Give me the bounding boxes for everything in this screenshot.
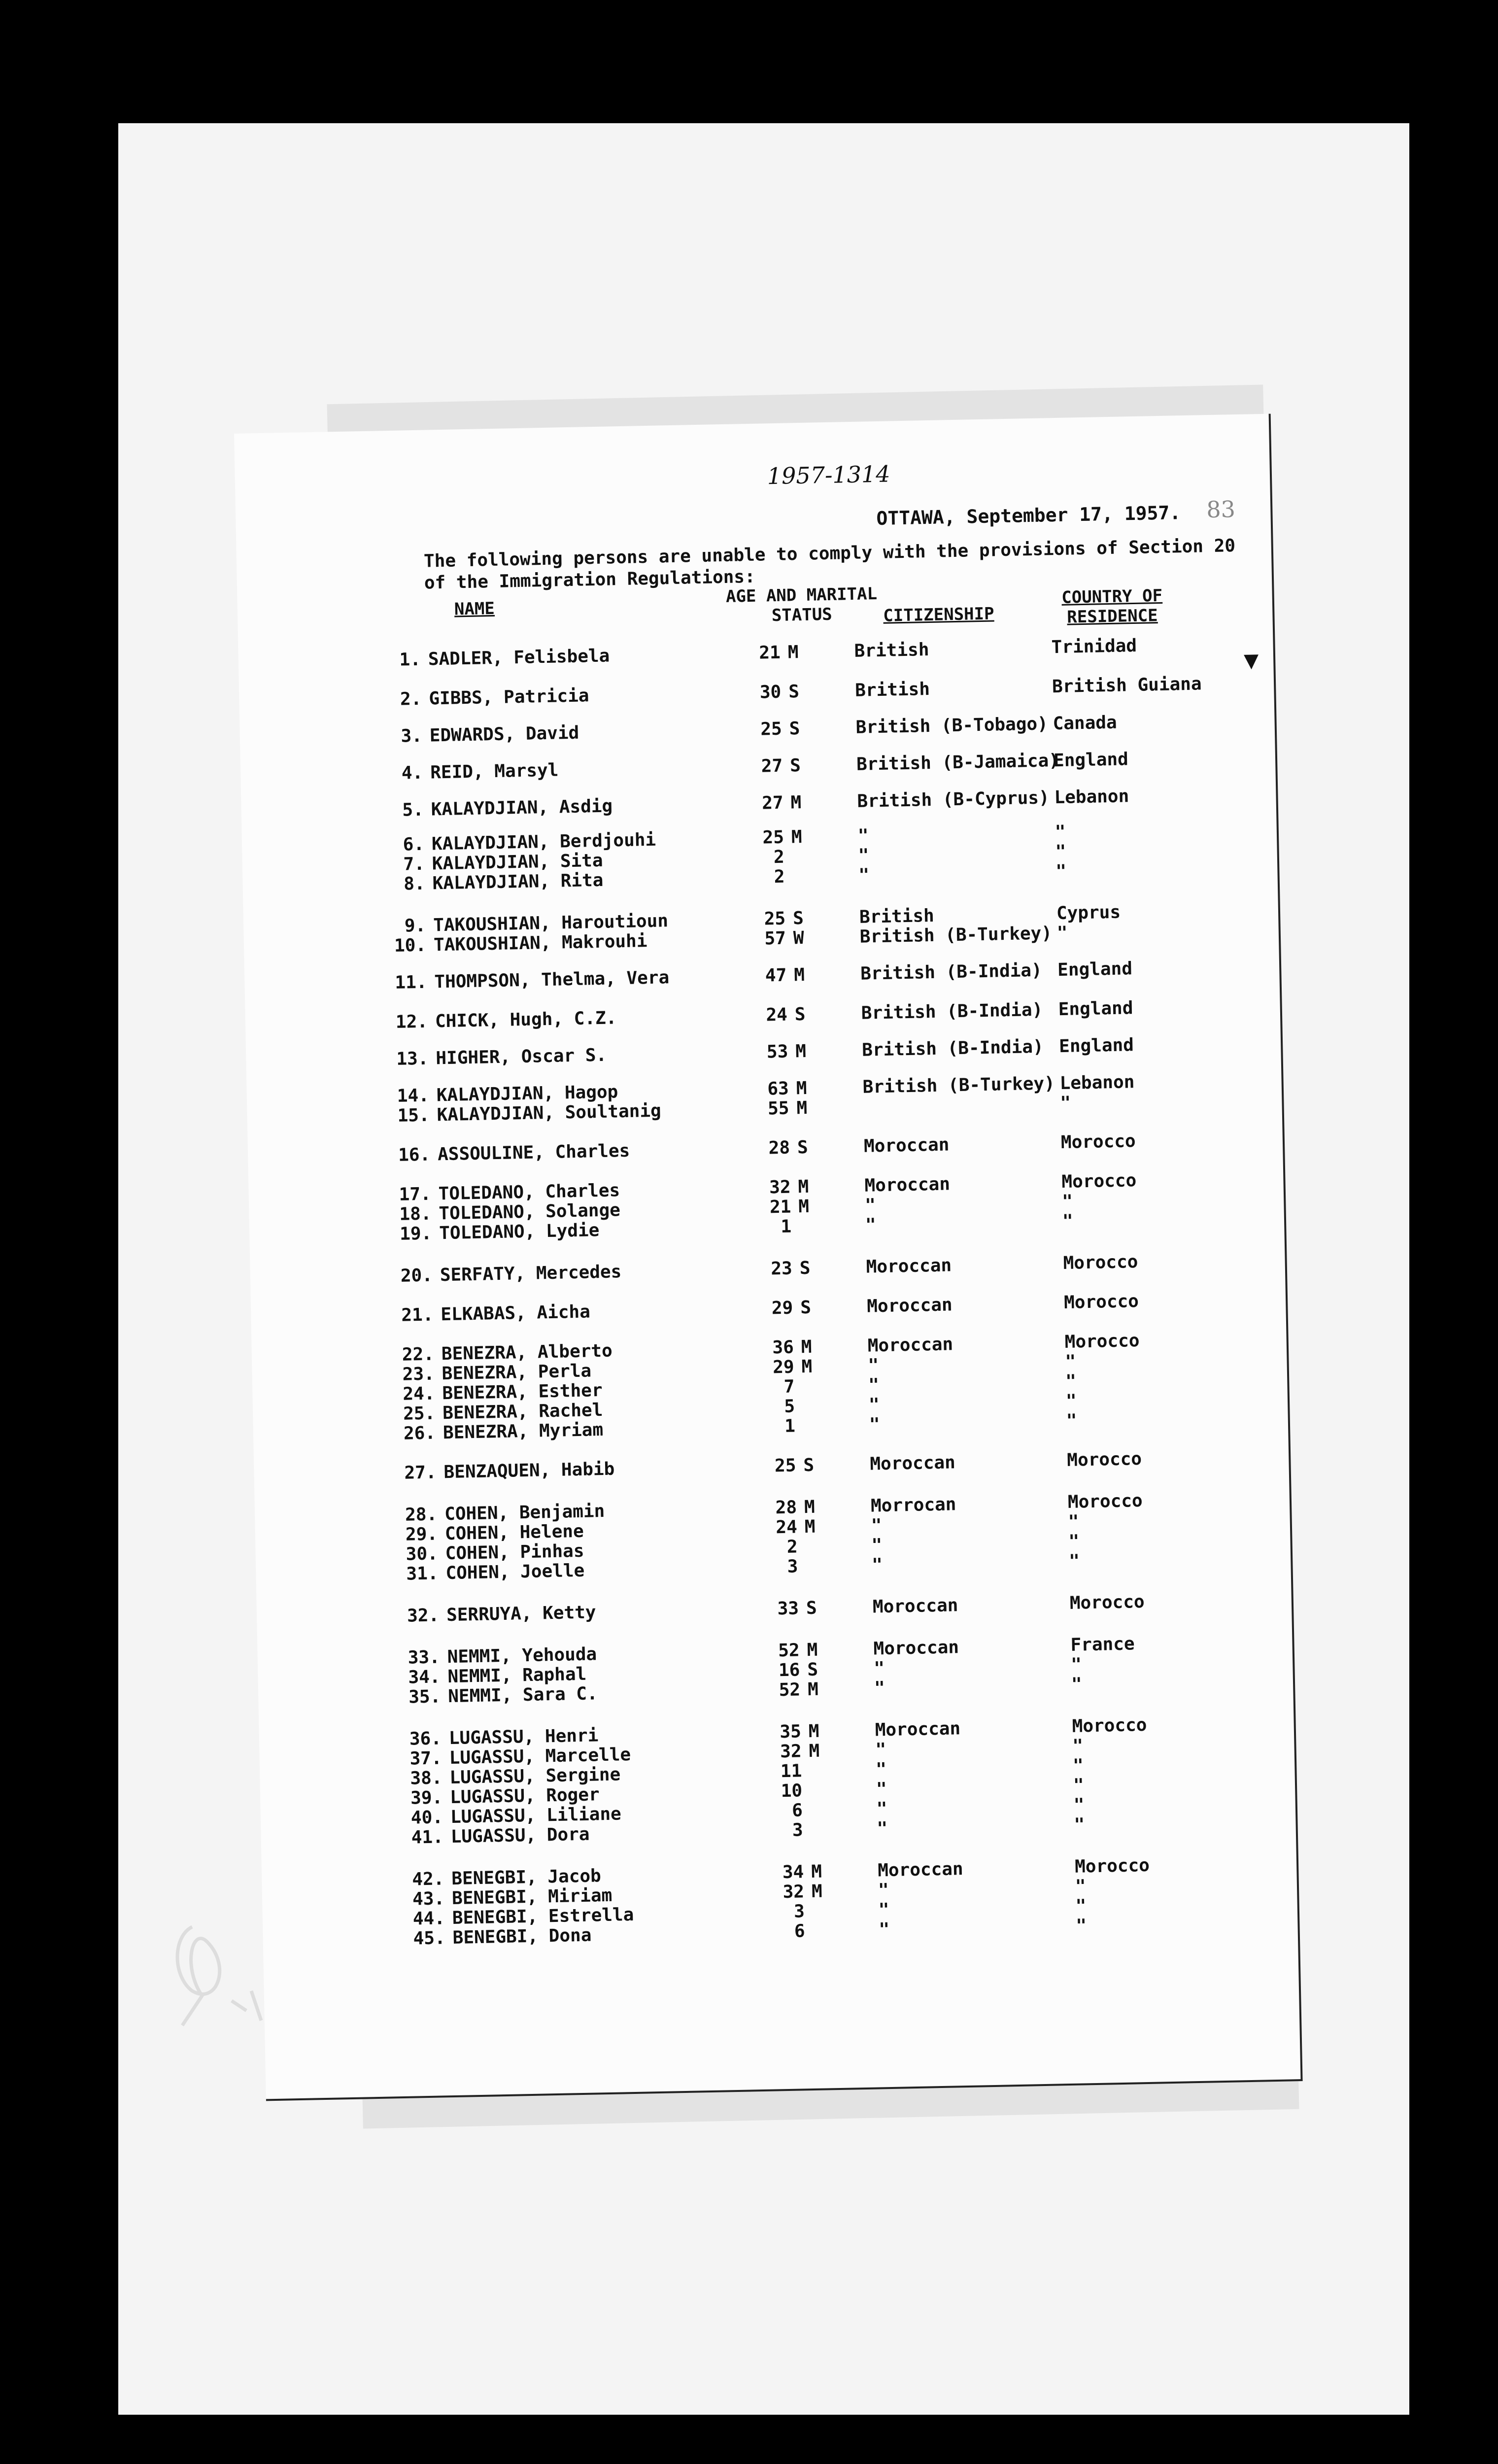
country-of-residence: ": [1073, 1795, 1085, 1815]
age: 32: [783, 1882, 805, 1903]
citizenship: British (B-India): [861, 1036, 1044, 1061]
country-of-residence: Lebanon: [1054, 786, 1129, 808]
country-of-residence: Morocco: [1060, 1131, 1136, 1153]
table-row: [251, 1288, 1286, 1330]
person-name: SADLER, Felisbela: [428, 646, 610, 670]
age: 32: [780, 1741, 802, 1762]
age: 27: [761, 755, 783, 777]
marital-status: M: [811, 1881, 823, 1902]
age: 25: [762, 827, 784, 848]
citizenship: ": [868, 1395, 880, 1415]
intro-text: The following persons are unable to comply with the provisions of Section 20 of the Immigration Regulations:: [423, 536, 1236, 593]
age: 25: [764, 908, 786, 929]
person-name: BENEGBI, Estrella: [452, 1904, 634, 1929]
person-name: THOMPSON, Thelma, Vera: [434, 967, 670, 992]
country-of-residence: Canada: [1053, 712, 1118, 734]
person-name: KALAYDJIAN, Asdig: [431, 796, 613, 820]
person-name: ELKABAS, Aicha: [441, 1301, 591, 1325]
age: 32: [769, 1177, 791, 1198]
row-number: 15.: [397, 1105, 430, 1126]
age: 11: [780, 1761, 802, 1782]
person-name: SERRUYA, Ketty: [446, 1602, 596, 1626]
citizenship: ": [873, 1658, 885, 1679]
table-row: [257, 1589, 1292, 1630]
row-number: 41.: [411, 1827, 444, 1848]
person-name: HIGHER, Oscar S.: [436, 1045, 607, 1069]
person-name: TOLEDANO, Charles: [438, 1180, 620, 1204]
handwritten-file-number: 1957-1314: [767, 460, 891, 490]
country-of-residence: ": [1055, 861, 1067, 882]
country-of-residence: ": [1073, 1775, 1085, 1796]
person-name: BENEGBI, Miriam: [451, 1885, 613, 1909]
row-number: 27.: [404, 1462, 437, 1483]
country-of-residence: Morocco: [1064, 1331, 1140, 1352]
row-number: 20.: [400, 1265, 433, 1286]
row-number: 9.: [404, 915, 426, 936]
person-name: KALAYDJIAN, Sita: [432, 850, 603, 874]
country-of-residence: Morocco: [1063, 1291, 1139, 1313]
age: 30: [759, 682, 782, 703]
citizenship: British: [854, 640, 929, 661]
row-number: 26.: [403, 1423, 436, 1444]
age: 21: [758, 642, 781, 663]
person-name: CHICK, Hugh, C.Z.: [435, 1008, 617, 1032]
row-number: 6.: [403, 834, 425, 855]
row-number: 14.: [397, 1085, 430, 1106]
row-number: 39.: [410, 1787, 443, 1809]
marital-status: M: [804, 1497, 816, 1518]
age: 3: [787, 1556, 798, 1577]
age: 53: [766, 1041, 788, 1062]
marital-status: S: [792, 908, 804, 929]
marital-status: M: [809, 1741, 820, 1762]
citizenship: ": [871, 1515, 882, 1536]
row-number: 34.: [408, 1667, 441, 1688]
country-of-residence: England: [1058, 1035, 1134, 1057]
row-number: 33.: [408, 1647, 441, 1668]
citizenship: ": [871, 1535, 883, 1556]
person-name: BENEZRA, Perla: [442, 1361, 592, 1384]
citizenship: ": [865, 1215, 877, 1235]
row-number: 25.: [403, 1403, 436, 1424]
marital-status: M: [798, 1176, 809, 1198]
citizenship: ": [868, 1355, 879, 1376]
folio-number: 83: [1206, 496, 1236, 523]
country-of-residence: ": [1070, 1654, 1082, 1675]
row-number: 1.: [399, 649, 421, 670]
column-header-citizenship: CITIZENSHIP: [883, 604, 994, 626]
country-of-residence: ": [1071, 1674, 1083, 1695]
row-number: 31.: [406, 1563, 439, 1584]
marital-status: M: [791, 827, 803, 848]
age: 35: [780, 1721, 802, 1743]
row-number: 44.: [412, 1908, 445, 1929]
marital-status: W: [793, 927, 804, 949]
age: 23: [770, 1258, 793, 1279]
person-name: NEMMI, Yehouda: [447, 1644, 597, 1668]
age: 52: [779, 1679, 801, 1701]
country-of-residence: ": [1062, 1211, 1074, 1232]
table-row: [244, 956, 1279, 997]
person-name: KALAYDJIAN, Hagop: [436, 1082, 618, 1106]
country-of-residence: Cyprus: [1056, 902, 1121, 924]
citizenship: ": [857, 825, 869, 846]
citizenship: British (B-Tobago): [855, 714, 1049, 738]
marital-status: M: [811, 1861, 822, 1882]
citizenship: British: [859, 905, 935, 927]
column-header-residence: COUNTRY OF RESIDENCE: [1061, 585, 1163, 627]
marital-status: S: [789, 719, 800, 739]
document-page: [234, 414, 1303, 2101]
country-of-residence: ": [1068, 1511, 1079, 1532]
age: 3: [793, 1901, 805, 1922]
person-name: TOLEDANO, Lydie: [439, 1220, 600, 1244]
row-number: 7.: [403, 854, 425, 875]
marital-status: M: [795, 1041, 807, 1062]
country-of-residence: France: [1070, 1634, 1135, 1655]
country-of-residence: Morocco: [1067, 1491, 1143, 1512]
marital-status: M: [790, 792, 802, 813]
marital-status: M: [796, 1097, 808, 1119]
age: 28: [775, 1497, 797, 1518]
citizenship: Moroccan: [866, 1295, 953, 1317]
citizenship: Morrocan: [870, 1494, 956, 1516]
citizenship: ": [869, 1414, 880, 1435]
place-date: OTTAWA, September 17, 1957.: [876, 502, 1181, 530]
age: 3: [792, 1820, 804, 1841]
citizenship: British: [854, 679, 930, 701]
row-number: 32.: [407, 1605, 440, 1626]
citizenship: ": [858, 865, 870, 886]
age: 16: [778, 1660, 800, 1681]
citizenship: Moroccan: [872, 1595, 958, 1617]
row-number: 11.: [395, 972, 427, 993]
row-number: 21.: [401, 1304, 434, 1326]
marital-status: S: [803, 1455, 815, 1476]
table-row: [250, 1249, 1285, 1290]
row-number: 19.: [399, 1223, 432, 1244]
age: 29: [771, 1298, 793, 1319]
age: 28: [768, 1137, 790, 1159]
citizenship: Moroccan: [875, 1718, 961, 1741]
person-name: ASSOULINE, Charles: [437, 1140, 630, 1165]
person-name: KALAYDJIAN, Soultanig: [437, 1100, 662, 1126]
person-name: BENEGBI, Jacob: [451, 1866, 602, 1889]
marital-status: S: [806, 1598, 817, 1619]
table-row: [240, 710, 1275, 751]
citizenship: ": [875, 1759, 887, 1780]
person-name: NEMMI, Sara C.: [447, 1683, 598, 1707]
age: 27: [761, 792, 783, 814]
age: 34: [782, 1862, 804, 1883]
age: 6: [791, 1800, 803, 1821]
row-number: 17.: [399, 1184, 432, 1205]
citizenship: ": [864, 1195, 876, 1216]
row-number: 8.: [403, 873, 425, 894]
person-name: TAKOUSHIAN, Makrouhi: [433, 931, 647, 956]
country-of-residence: British Guiana: [1052, 674, 1202, 697]
marital-status: M: [801, 1336, 812, 1358]
person-name: LUGASSU, Marcelle: [449, 1745, 631, 1769]
country-of-residence: England: [1053, 749, 1129, 771]
country-of-residence: Morocco: [1063, 1252, 1138, 1274]
marital-status: M: [808, 1721, 819, 1742]
country-of-residence: ": [1072, 1736, 1084, 1756]
age: 21: [769, 1197, 791, 1218]
marital-status: M: [796, 1078, 807, 1099]
person-name: NEMMI, Raphal: [447, 1664, 587, 1687]
row-number: 29.: [405, 1524, 438, 1545]
person-name: BENEZRA, Esther: [442, 1380, 603, 1404]
table-row: [248, 1128, 1283, 1169]
row-number: 23.: [402, 1364, 435, 1385]
person-name: BENEGBI, Dona: [452, 1925, 592, 1949]
citizenship: Moroccan: [873, 1637, 959, 1659]
country-of-residence: ": [1056, 923, 1068, 944]
stamp-mark: ▼: [1243, 646, 1259, 675]
age: 7: [783, 1376, 795, 1397]
row-number: 16.: [398, 1144, 431, 1165]
marital-status: S: [789, 755, 801, 776]
citizenship: ": [878, 1900, 889, 1920]
marital-status: M: [793, 964, 805, 986]
person-name: LUGASSU, Liliane: [450, 1804, 622, 1828]
age: 25: [760, 719, 783, 740]
country-of-residence: ": [1068, 1531, 1080, 1552]
age: 33: [777, 1598, 799, 1619]
age: 47: [765, 965, 787, 986]
person-name: SERFATY, Mercedes: [440, 1262, 622, 1286]
country-of-residence: Morocco: [1074, 1855, 1150, 1877]
country-of-residence: Morocco: [1066, 1449, 1142, 1471]
marital-status: S: [807, 1659, 818, 1680]
row-number: 13.: [396, 1048, 429, 1069]
age: 24: [766, 1004, 788, 1026]
table-row: [238, 633, 1273, 675]
citizenship: ": [858, 845, 869, 866]
age: 2: [773, 847, 785, 868]
age: 2: [774, 866, 785, 888]
person-name: KALAYDJIAN, Rita: [432, 870, 604, 894]
country-of-residence: ": [1072, 1755, 1084, 1776]
marital-status: M: [798, 1196, 810, 1217]
country-of-residence: ": [1076, 1916, 1087, 1936]
table-row: [241, 784, 1276, 825]
citizenship: British (B-India): [860, 960, 1043, 984]
person-name: COHEN, Benjamin: [444, 1501, 605, 1525]
country-of-residence: Morocco: [1061, 1170, 1137, 1193]
row-number: 45.: [413, 1928, 446, 1949]
age: 1: [781, 1216, 792, 1237]
age: 2: [786, 1537, 798, 1557]
age: 1: [784, 1416, 796, 1437]
signature-mark: [163, 1907, 291, 2045]
person-name: GIBBS, Patricia: [429, 685, 589, 709]
marital-status: M: [807, 1640, 818, 1661]
country-of-residence: England: [1058, 998, 1133, 1020]
citizenship: Moroccan: [877, 1859, 963, 1881]
marital-status: M: [804, 1516, 816, 1538]
marital-status: M: [807, 1679, 819, 1700]
age: 57: [764, 928, 786, 949]
person-name: KALAYDJIAN, Berdjouhi: [431, 829, 656, 855]
citizenship: ": [868, 1375, 880, 1396]
country-of-residence: Trinidad: [1051, 635, 1137, 658]
age: 5: [784, 1396, 795, 1417]
age: 24: [776, 1517, 798, 1538]
age: 10: [781, 1780, 803, 1802]
row-number: 5.: [402, 799, 424, 821]
marital-status: M: [787, 642, 799, 663]
row-number: 40.: [410, 1807, 443, 1828]
citizenship: ": [878, 1880, 889, 1901]
country-of-residence: ": [1061, 1191, 1073, 1212]
citizenship: Moroccan: [864, 1174, 951, 1196]
country-of-residence: ": [1059, 1093, 1071, 1114]
marital-status: S: [794, 1004, 806, 1025]
person-name: EDWARDS, David: [429, 722, 579, 746]
age: 52: [778, 1640, 800, 1661]
row-number: 42.: [411, 1869, 444, 1890]
country-of-residence: ": [1065, 1391, 1077, 1411]
table-row: [239, 673, 1274, 714]
country-of-residence: Morocco: [1069, 1591, 1145, 1613]
row-number: 22.: [402, 1344, 435, 1365]
country-of-residence: ": [1075, 1896, 1087, 1916]
person-name: LUGASSU, Dora: [450, 1824, 590, 1848]
person-name: LUGASSU, Roger: [449, 1784, 600, 1808]
row-number: 38.: [410, 1768, 443, 1789]
row-number: 12.: [395, 1011, 428, 1032]
country-of-residence: ": [1055, 841, 1066, 862]
row-number: 36.: [409, 1728, 442, 1749]
person-name: BENEZRA, Alberto: [441, 1340, 613, 1365]
citizenship: ": [875, 1740, 886, 1760]
row-number: 37.: [409, 1748, 443, 1769]
age: 63: [767, 1078, 789, 1099]
row-number: 43.: [412, 1888, 445, 1910]
row-number: 28.: [405, 1504, 438, 1525]
citizenship: Moroccan: [869, 1452, 956, 1474]
citizenship: British (B-Cyprus): [857, 787, 1050, 812]
table-row: [240, 747, 1275, 788]
age: 25: [774, 1455, 796, 1476]
citizenship: British (B-Turkey): [859, 923, 1053, 947]
citizenship: British (B-Jamaica): [856, 750, 1060, 775]
person-name: LUGASSU, Sergine: [449, 1764, 621, 1788]
citizenship: British (B-Turkey): [862, 1073, 1055, 1097]
row-number: 35.: [408, 1686, 441, 1708]
country-of-residence: ": [1055, 821, 1066, 843]
country-of-residence: England: [1057, 958, 1133, 981]
citizenship: Moroccan: [866, 1255, 952, 1277]
row-number: 10.: [394, 935, 427, 956]
marital-status: M: [801, 1356, 813, 1377]
row-number: 24.: [403, 1383, 435, 1404]
table-row: [246, 1032, 1281, 1073]
age: 29: [772, 1357, 794, 1378]
person-name: LUGASSU, Henri: [448, 1725, 599, 1749]
row-number: 30.: [406, 1543, 439, 1565]
age: 36: [772, 1337, 794, 1358]
country-of-residence: ": [1066, 1410, 1077, 1431]
row-number: 4.: [401, 762, 423, 784]
marital-status: S: [800, 1297, 812, 1318]
person-name: REID, Marsyl: [430, 760, 559, 783]
citizenship: ": [877, 1818, 888, 1839]
country-of-residence: ": [1065, 1351, 1076, 1372]
column-header-age-marital: AGE AND MARITAL STATUS: [725, 584, 878, 626]
table-row: [245, 995, 1280, 1036]
table-row: [254, 1446, 1289, 1487]
person-name: TOLEDANO, Solange: [439, 1200, 621, 1224]
row-number: 3.: [401, 725, 423, 747]
row-number: 2.: [400, 688, 422, 710]
citizenship: ": [879, 1919, 890, 1940]
country-of-residence: Lebanon: [1059, 1072, 1135, 1094]
age: 55: [767, 1098, 789, 1119]
citizenship: ": [874, 1678, 885, 1699]
row-number: 18.: [399, 1203, 432, 1225]
citizenship: British (B-India): [861, 999, 1043, 1024]
country-of-residence: ": [1075, 1876, 1086, 1897]
citizenship: ": [876, 1779, 887, 1800]
country-of-residence: ": [1074, 1814, 1085, 1835]
person-name: COHEN, Joelle: [445, 1560, 585, 1584]
citizenship: ": [871, 1555, 883, 1575]
person-name: BENEZRA, Rachel: [442, 1400, 603, 1424]
country-of-residence: Morocco: [1072, 1714, 1147, 1737]
person-name: COHEN, Pinhas: [445, 1540, 584, 1564]
marital-status: S: [797, 1137, 809, 1158]
country-of-residence: ": [1065, 1371, 1077, 1392]
marital-status: S: [799, 1258, 811, 1279]
country-of-residence: ": [1068, 1551, 1080, 1572]
person-name: COHEN, Helene: [444, 1521, 584, 1544]
person-name: BENEZRA, Myriam: [443, 1419, 604, 1443]
column-header-name: NAME: [454, 598, 495, 619]
citizenship: ": [876, 1799, 887, 1819]
citizenship: Moroccan: [867, 1334, 953, 1356]
person-name: BENZAQUEN, Habib: [443, 1459, 615, 1483]
citizenship: Moroccan: [863, 1134, 950, 1157]
person-name: TAKOUSHIAN, Haroutioun: [433, 911, 669, 936]
marital-status: S: [788, 682, 800, 702]
age: 6: [794, 1921, 805, 1942]
